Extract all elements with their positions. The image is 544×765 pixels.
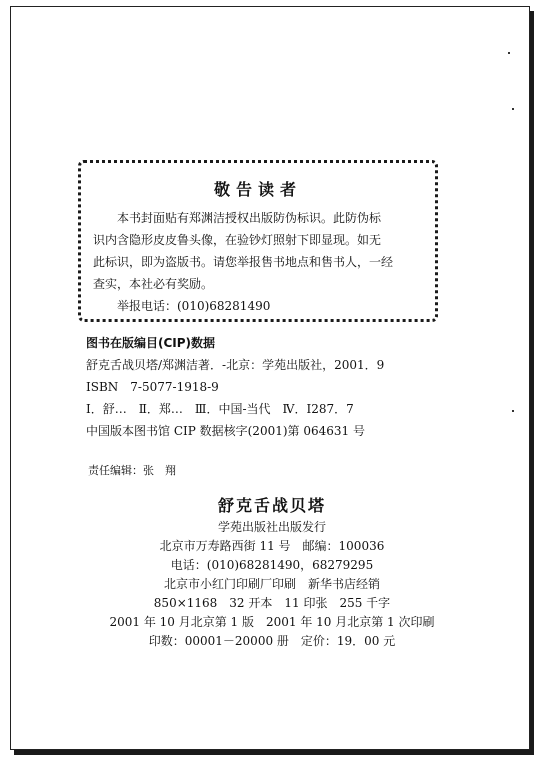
publisher-phone: 电话：(010)68281490，68279295 [170, 558, 374, 572]
speck [512, 410, 514, 412]
speck [508, 52, 510, 54]
publisher: 学苑出版社出版发行 [217, 520, 326, 534]
notice-line: 本书封面贴有郑渊洁授权出版防伪标识。此防伪标 [117, 211, 382, 225]
edition-info: 2001 年 10 月北京第 1 版 2001 年 10 月北京第 1 次印刷 [109, 615, 435, 629]
cip-data-block [86, 332, 426, 442]
publisher-address: 北京市万寿路西街 11 号 邮编：100036 [159, 539, 385, 553]
imprint-block [0, 494, 544, 651]
cip-subjects: Ⅰ．舒… Ⅱ．郑… Ⅲ．中国-当代 Ⅳ．I287．7 [86, 402, 354, 416]
notice-body [93, 207, 425, 317]
cip-record: 舒克舌战贝塔/郑渊洁著．-北京：学苑出版社，2001．9 [86, 358, 385, 372]
cip-title: 图书在版编目(CIP)数据 [86, 336, 216, 350]
cip-isbn: ISBN 7-5077-1918-9 [86, 380, 219, 394]
responsible-editor: 责任编辑：张 翔 [88, 464, 176, 477]
print-run-price: 印数：00001－20000 册 定价：19．00 元 [148, 634, 396, 648]
book-format: 850×1168 32 开本 11 印张 255 千字 [153, 596, 391, 610]
printer-distributor: 北京市小红门印刷厂印刷 新华书店经销 [163, 577, 380, 591]
notice-title: 敬告读者 [213, 180, 302, 199]
notice-line: 识内含隐形皮皮鲁头像，在验钞灯照射下即显现。如无 [93, 233, 382, 247]
notice-line: 此标识，即为盗版书。请您举报售书地点和售书人，一经 [93, 255, 394, 269]
speck [512, 108, 514, 110]
report-phone: 举报电话：(010)68281490 [117, 299, 271, 313]
cip-number: 中国版本图书馆 CIP 数据核字(2001)第 064631 号 [86, 424, 365, 438]
reader-notice-box [78, 160, 438, 322]
notice-line: 查实，本社必有奖励。 [93, 277, 214, 291]
book-title: 舒克舌战贝塔 [217, 496, 326, 515]
